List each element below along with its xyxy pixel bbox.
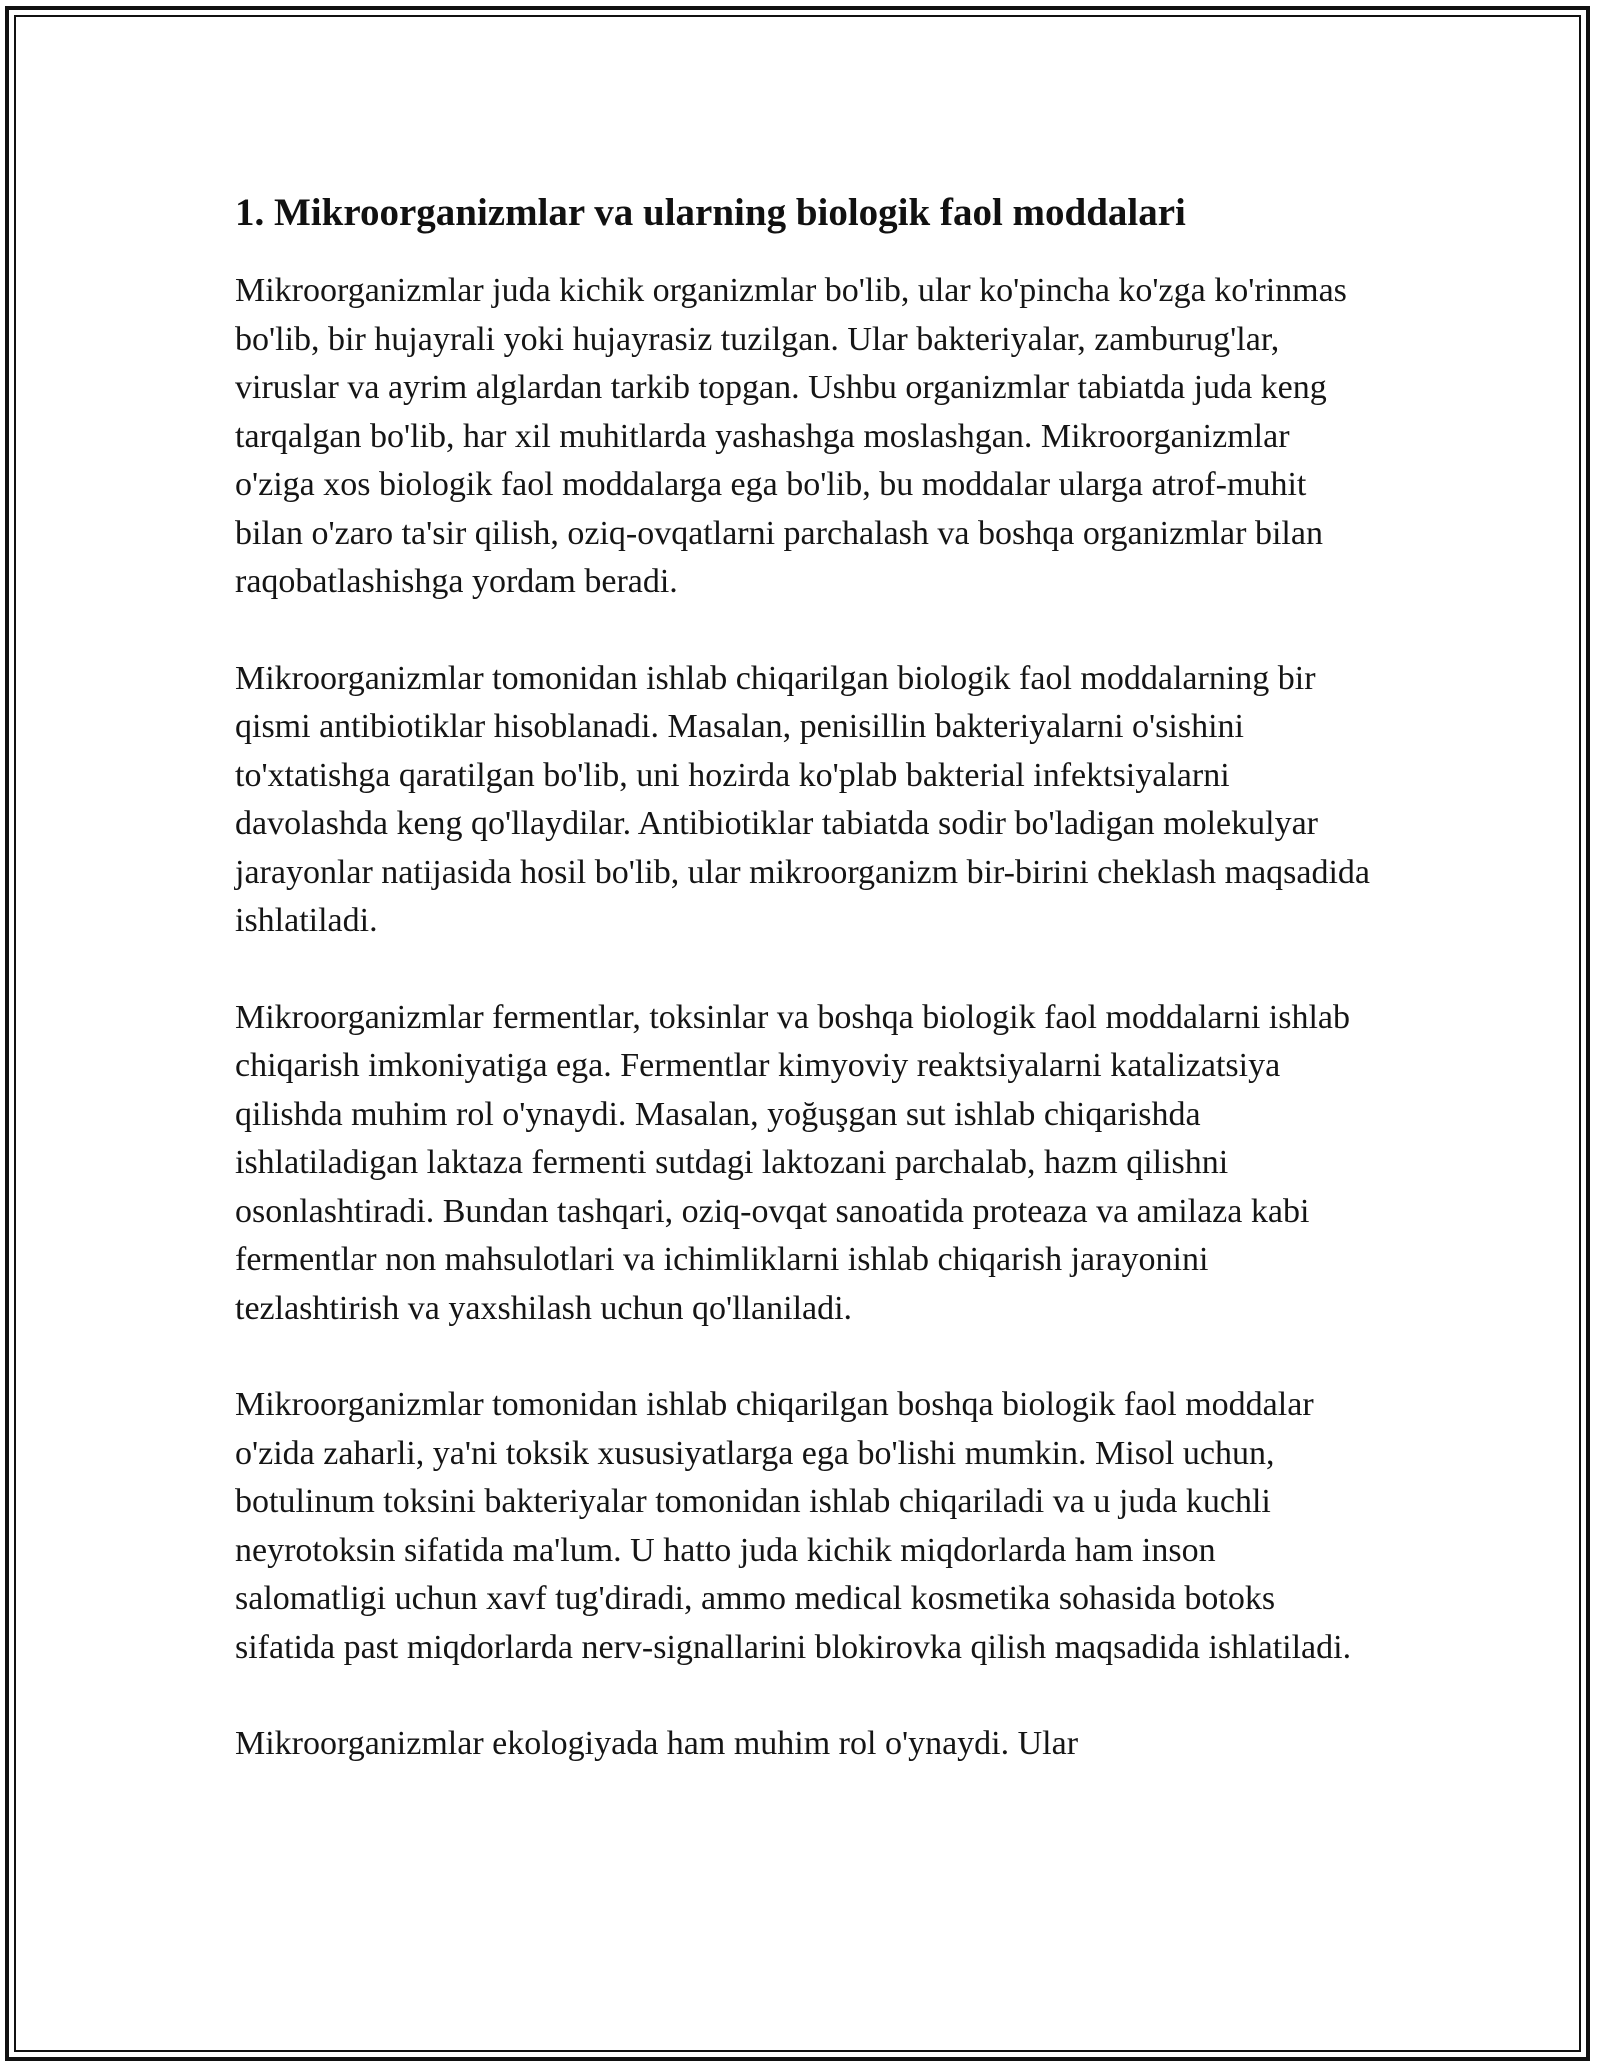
- paragraph-5: Mikroorganizmlar ekologiyada ham muhim rol o'ynaydi. Ular: [235, 1725, 1079, 1762]
- document-body: [235, 185, 1375, 1769]
- paragraph-1: Mikroorganizmlar juda kichik organizmlar bo'lib, ular ko'pincha ko'zga ko'rinmas bo'lib, bir hujayrali yoki hujayrasiz tuzilgan. Ular bakteriyalar, zamburug'lar, viruslar va ayrim alglardan tarkib topgan. Ushbu organizmlar tabiatda juda keng tarqalgan bo'lib, har xil muhitlarda yashashga moslashgan. Mikroorganizmlar o'ziga xos biologik faol moddalarga ega bo'lib, bu moddalar ularga atrof-muhit bilan o'zaro ta'sir qilish, oziq-ovqatlarni parchalash va boshqa organizmlar bilan raqobatlashishga yordam beradi.: [235, 272, 1347, 600]
- paragraph-3: Mikroorganizmlar fermentlar, toksinlar va boshqa biologik faol moddalarni ishlab chiqarish imkoniyatiga ega. Fermentlar kimyoviy reaktsiyalarni katalizatsiya qilishda muhim rol o'ynaydi. Masalan, yoğuşgan sut ishlab chiqarishda ishlatiladigan laktaza fermenti sutdagi laktozani parchalab, hazm qilishni osonlashtiradi. Bundan tashqari, oziq-ovqat sanoatida proteaza va amilaza kabi fermentlar non mahsulotlari va ichimliklarni ishlab chiqarish jarayonini tezlashtirish va yaxshilash uchun qo'llaniladi.: [235, 998, 1351, 1327]
- paragraph-2: Mikroorganizmlar tomonidan ishlab chiqarilgan biologik faol moddalarning bir qismi antibiotiklar hisoblanadi. Masalan, penisillin bakteriyalarni o'sishini to'xtatishga qaratilgan bo'lib, uni hozirda ko'plab bakterial infektsiyalarni davolashda keng qo'llaydilar. Antibiotiklar tabiatda sodir bo'ladigan molekulyar jarayonlar natijasida hosil bo'lib, ular mikroorganizm bir-birini cheklash maqsadida ishlatiladi.: [235, 659, 1371, 939]
- section-heading: 1. Mikroorganizmlar va ularning biologik faol moddalari: [235, 191, 1186, 234]
- paragraph-4: Mikroorganizmlar tomonidan ishlab chiqarilgan boshqa biologik faol moddalar o'zida zaharli, ya'ni toksik xususiyatlarga ega bo'lishi mumkin. Misol uchun, botulinum toksini bakteriyalar tomonidan ishlab chiqariladi va u juda kuchli neyrotoksin sifatida ma'lum. U hatto juda kichik miqdorlarda ham inson salomatligi uchun xavf tug'diradi, ammo medical kosmetika sohasida botoks sifatida past miqdorlarda nerv-signallarini blokirovka qilish maqsadida ishlatiladi.: [235, 1386, 1352, 1666]
